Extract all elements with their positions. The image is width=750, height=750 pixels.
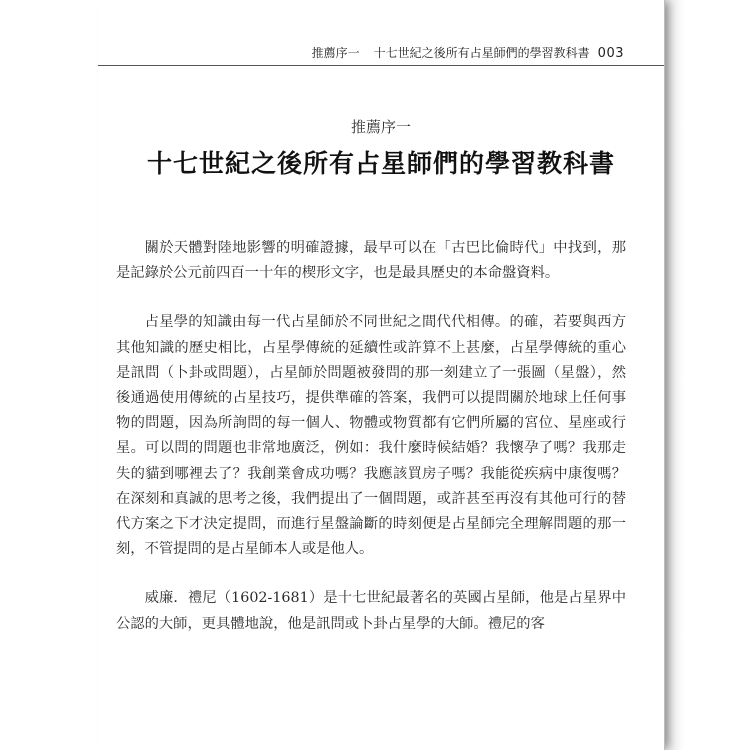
paragraph: 占星學的知識由每一代占星師於不同世紀之間代代相傳。的確，若要與西方其他知識的歷史相比，占星學傳統的延續性或許算不上甚麼，占星學傳統的重心是訊問（卜卦或問題），占星師於問題被發問的那一刻建立了一張圖（星盤），然後通過使用傳統的占星技巧，提供準確的答案，我們可以提問關於地球上任何事物的問題，因為所詢問的每一個人、物體或物質都有它們所屬的宮位、星座或行星。可以問的問題也非常地廣泛，例如：我什麼時候結婚？我懷孕了嗎？我那走失的貓到哪裡去了？我創業會成功嗎？我應該買房子嗎？我能從疾病中康復嗎？在深刻和真誠的思考之後，我們提出了一個問題，或許甚至再沒有其他可行的替代方案之下才決定提問，而進行星盤論斷的時刻便是占星師完全理解問題的那一刻，不管提問的是占星師本人或是他人。: [116, 314, 626, 558]
header-rule: [98, 65, 664, 66]
chapter-title: 十七世紀之後所有占星師們的學習教科書: [146, 149, 615, 178]
page-number: 003: [597, 46, 624, 61]
running-header: [312, 44, 624, 61]
chapter-label: 推薦序一: [350, 118, 411, 136]
body-text: [116, 236, 626, 661]
paragraph: 威廉．禮尼（1602-1681）是十七世紀最著名的英國占星師，他是占星界中公認的大師，更具體地說，他是訊問或卜卦占星學的大師。禮尼的客: [116, 590, 626, 632]
header-title: 十七世紀之後所有占星師們的學習教科書: [373, 46, 590, 60]
page-edge-shadow: [664, 0, 684, 750]
header-section-label: 推薦序一: [311, 46, 360, 60]
book-page: [98, 0, 665, 750]
paragraph: 關於天體對陸地影響的明確證據，最早可以在「古巴比倫時代」中找到，那是記錄於公元前四百一十年的楔形文字，也是最具歷史的本命盤資料。: [116, 240, 626, 282]
